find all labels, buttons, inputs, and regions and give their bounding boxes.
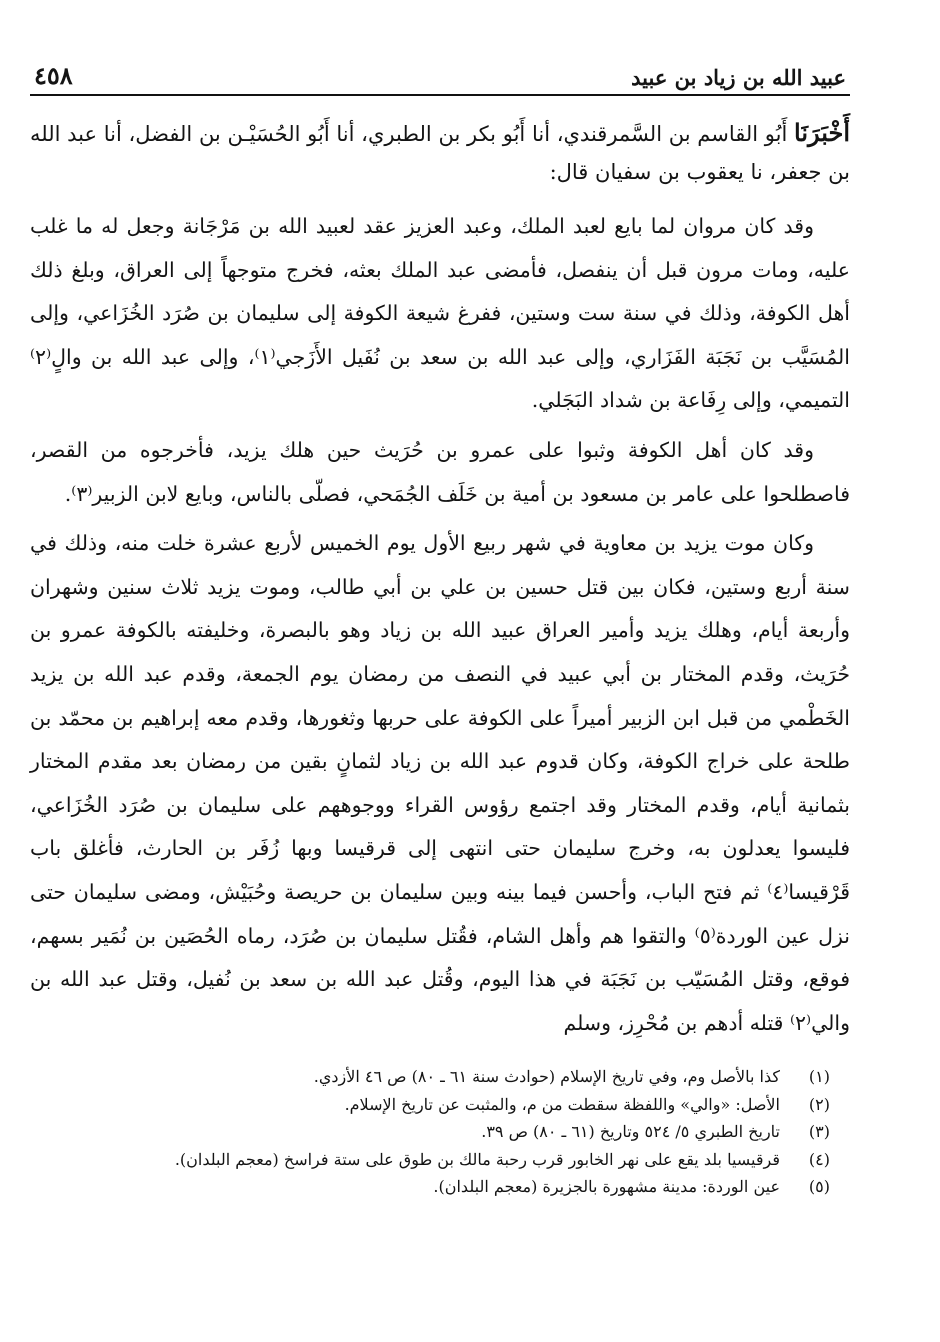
footnotes bbox=[30, 1063, 850, 1201]
footnote-text: كذا بالأصل وم، وفي تاريخ الإسلام (حوادث سنة ٦١ ـ ٨٠) ص ٤٦ الأزدي. bbox=[313, 1067, 780, 1087]
running-title: عبيد الله بن زياد بن عبيد bbox=[631, 65, 846, 90]
footnote bbox=[30, 1063, 830, 1091]
footnote bbox=[30, 1146, 830, 1174]
footnote-text: تاريخ الطبري ٥/ ٥٢٤ وتاريخ (٦١ ـ ٨٠) ص ٣٩. bbox=[481, 1122, 780, 1142]
footnote-number: (٢) bbox=[808, 1094, 830, 1114]
body-paragraph-2: وقد كان أهل الكوفة وثبوا على عمرو بن حُرَيث حين هلك يزيد، فأخرجوه من القصر، فاصطلحوا على عامر بن مسعود بن أمية بن خَلَف الجُمَحي، فصلّى بالناس، وبايع لابن الزبير⁽٣⁾. bbox=[30, 437, 850, 506]
body-paragraph-1: وقد كان مروان لما بايع لعبد الملك، وعبد العزيز عقد لعبيد الله بن مَرْجَانة وجعل له ما غلب عليه، ومات مرون قبل أن ينفصل، فأمضى عبد الملك بعثه، فخرج متوجهاً إلى العراق، وبلغ ذلك أهل الكوفة، وذلك في سنة ست وستين، ففرغ شيعة الكوفة إلى سليمان بن صُرَد الخُزَاعي، وإلى المُسَيَّب بن نَجَبَة الفَزَاري، وإلى عبد الله بن سعد بن نُفَيل الأَزَجي⁽١⁾، وإلى عبد الله بن والٍ⁽٢⁾ التميمي، وإلى رِفَاعة بن شداد البَجَلي. bbox=[30, 214, 850, 413]
book-page bbox=[30, 50, 850, 1310]
footnote bbox=[30, 1118, 830, 1146]
footnote-text: الأصل: «والي» واللفظة سقطت من م، والمثبت عن تاريخ الإسلام. bbox=[344, 1094, 780, 1114]
footnote-text: عين الوردة: مدينة مشهورة بالجزيرة (معجم البلدان). bbox=[433, 1177, 780, 1197]
footnote-number: (٣) bbox=[808, 1122, 830, 1142]
body-paragraph-3: وكان موت يزيد بن معاوية في شهر ربيع الأول يوم الخميس لأربع عشرة خلت منه، وذلك في سنة أربع وستين، فكان بين قتل حسين بن علي بن أبي طالب، وموت يزيد ثلاث سنين وشهران وأربعة أيام، وهلك يزيد وأمير العراق عبيد الله بن زياد وهو بالبصرة، وخليفته بالكوفة عمرو بن حُرَيث، وقدم المختار بن أبي عبيد في النصف من رمضان يوم الجمعة، وقدم عبد الله بن يزيد الخَطْمي من قبل ابن الزبير أميراً على الكوفة على حربها وثغورها، وقدم معه إبراهيم بن محمّد بن طلحة على خراج الكوفة، وكان قدوم عبد الله بن زياد لثمانٍ بقين من رمضان بعد مقدم المختار بثمانية أيام، وقدم المختار وقد اجتمع رؤوس القراء ووجوههم على سليمان بن صُرَد الخُزَاعي، فليسوا يعدلون به، وخرج سليمان حتى انتهى إلى قرقيسا وبها زُفَر بن الحارث، فأغلق باب قَرْقيسا⁽٤⁾ ثم فتح الباب، وأحسن فيما بينه وبين سليمان بن حريصة وحُبَيْش، ومضى سليمان حتى نزل عين الوردة⁽٥⁾ والتقوا هم وأهل الشام، فقُتل سليمان بن صُرَد، رماه الحُصَين بن نُمَير بسهم، فوقع، وقتل المُسَيّب بن نَجَبَة في هذا اليوم، وقُتل عبد الله بن سعد بن نُفيل، وقتل عبد الله بن والي⁽٢⁾ قتله أدهم بن مُحْرِز، وسلم bbox=[30, 531, 850, 1035]
footnote-number: (١) bbox=[808, 1067, 830, 1087]
isnad-text: أَبُو القاسم بن السَّمرقندي، أنا أَبُو بكر بن الطبري، أنا أَبُو الحُسَيْـن بن الفضل، أنا عبد الله بن جعفر، نا يعقوب بن سفيان قال: bbox=[30, 122, 850, 184]
isnad-paragraph bbox=[30, 114, 850, 191]
footnote-text: قرقيسيا بلد يقع على نهر الخابور قرب رحبة مالك بن طوق على ستة فراسخ (معجم البلدان). bbox=[174, 1149, 780, 1169]
page-header bbox=[30, 50, 850, 96]
footnote-number: (٤) bbox=[808, 1149, 830, 1169]
isnad-lead-word: أَخْبَرَنَا bbox=[794, 118, 850, 147]
footnote bbox=[30, 1173, 830, 1201]
footnote-number: (٥) bbox=[808, 1177, 830, 1197]
page-number: ٤٥٨ bbox=[34, 61, 73, 90]
footnote bbox=[30, 1091, 830, 1119]
